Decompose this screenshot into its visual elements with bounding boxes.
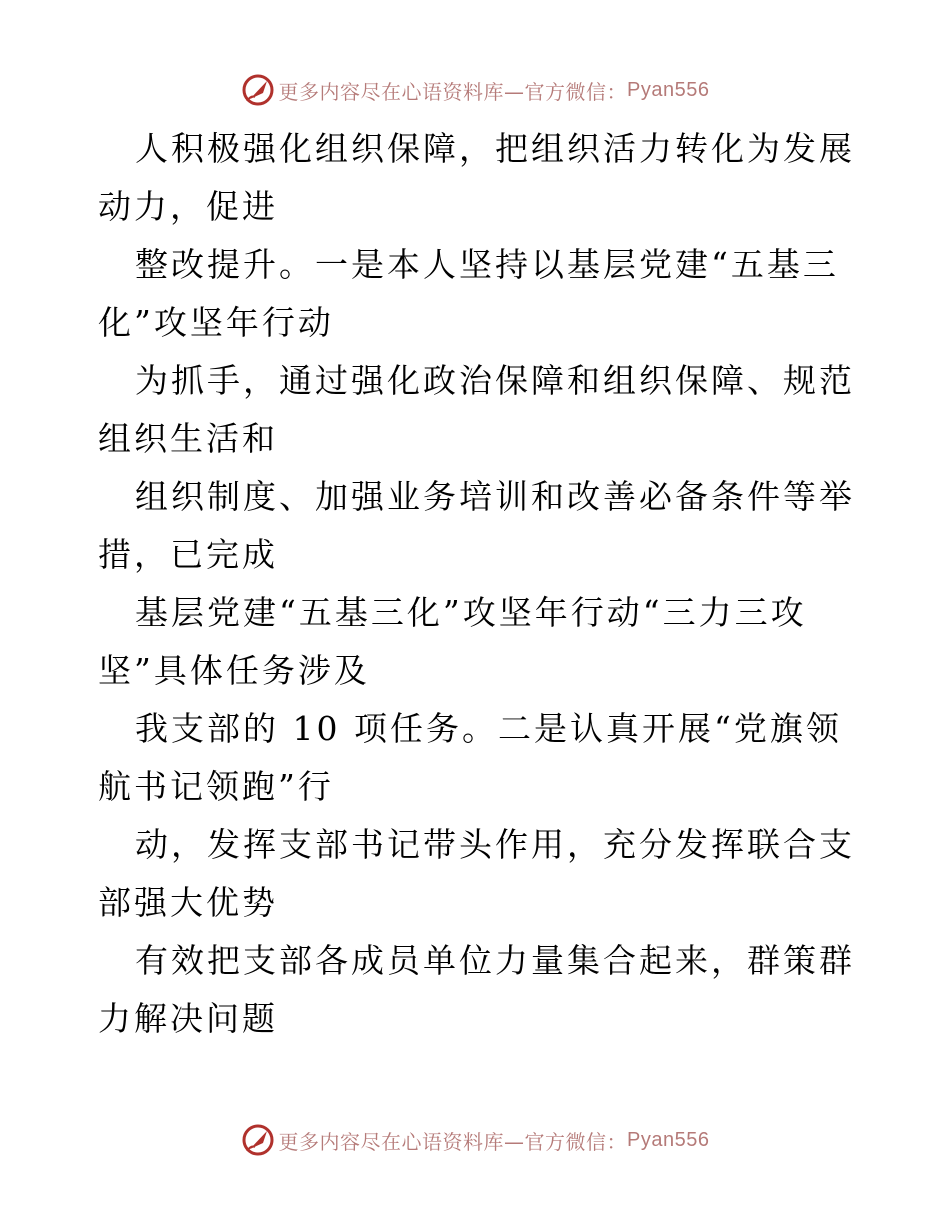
- paragraph-4: 组织制度、加强业务培训和改善必备条件等举措，已完成: [98, 477, 855, 574]
- document-body: [98, 120, 858, 1048]
- banner-text: 更多内容尽在心语资料库—官方微信：: [278, 1129, 628, 1154]
- banner-wechat-id: Pyan556: [627, 78, 710, 101]
- quill-logo-icon: [241, 1123, 275, 1157]
- banner-text: 更多内容尽在心语资料库—官方微信：: [278, 79, 628, 104]
- paragraph-7: 动，发挥支部书记带头作用，充分发挥联合支部强大优势: [98, 825, 855, 922]
- paragraph-1: 人积极强化组织保障，把组织活力转化为发展动力，促进: [98, 129, 855, 226]
- footer-watermark-banner: [0, 1120, 950, 1160]
- banner-wechat-id: Pyan556: [627, 1128, 710, 1151]
- paragraph-3: 为抓手，通过强化政治保障和组织保障、规范组织生活和: [98, 361, 855, 458]
- quill-logo-icon: [241, 73, 275, 107]
- paragraph-2: 整改提升。一是本人坚持以基层党建“五基三化”攻坚年行动: [98, 245, 839, 342]
- header-watermark-banner: [0, 70, 950, 110]
- paragraph-6: 我支部的 10 项任务。二是认真开展“党旗领航书记领跑”行: [98, 709, 842, 806]
- paragraph-8: 有效把支部各成员单位力量集合起来，群策群力解决问题: [98, 941, 855, 1038]
- paragraph-5: 基层党建“五基三化”攻坚年行动“三力三攻坚”具体任务涉及: [98, 593, 807, 690]
